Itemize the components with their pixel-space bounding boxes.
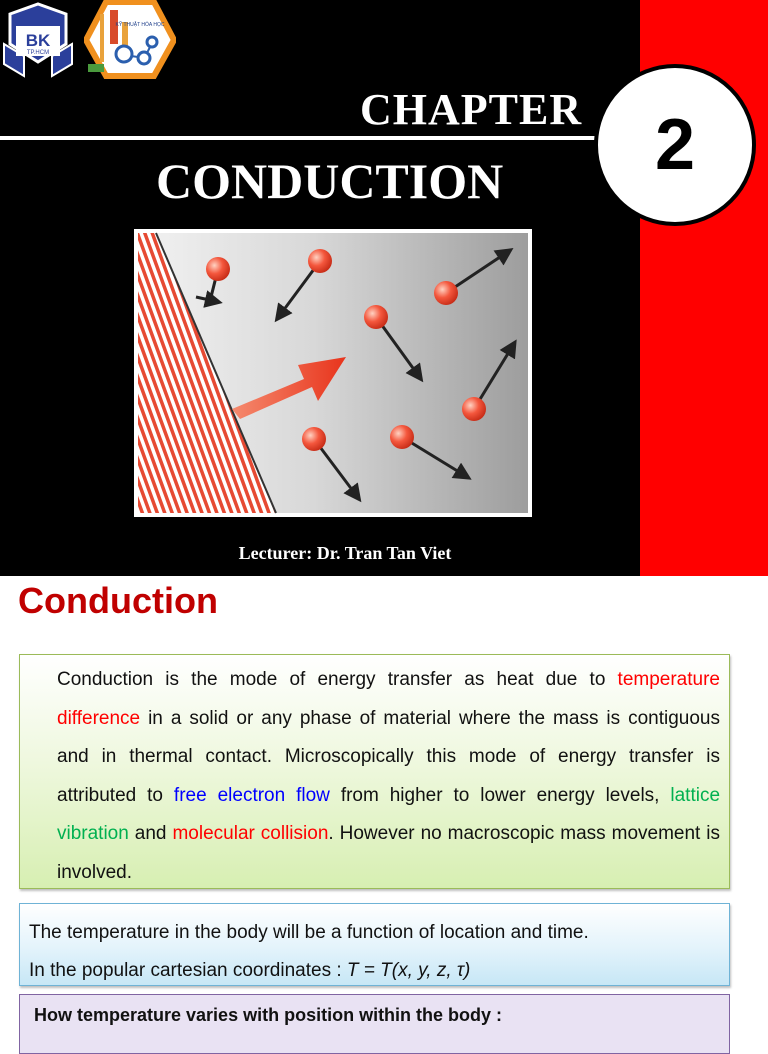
question-text: How temperature varies with position within the body : xyxy=(34,1005,503,1025)
definition-text-part: . However no macroscopic mass movement is involved. xyxy=(57,823,721,883)
term-lattice-vibration: lattice vibration xyxy=(57,784,721,844)
chapter-title: CONDUCTION xyxy=(156,153,504,209)
term-temperature-difference: temperature difference xyxy=(57,669,720,729)
bk-university-logo xyxy=(0,0,84,80)
definition-text-part: from higher to lower energy levels, xyxy=(329,784,671,806)
definition-box xyxy=(19,654,730,889)
coordinates-prefix: In the popular cartesian coordinates : xyxy=(29,960,347,981)
definition-text-part: and xyxy=(128,823,173,844)
chem-logo-text: KỸ THUẬT HÓA HỌC xyxy=(115,22,165,28)
definition-text-part: in a solid or any phase of material where the mass is contiguous and in thermal contact. Microscopically this mode of energy transfer is attributed to xyxy=(57,707,720,806)
chapter-number: 2 xyxy=(654,105,696,185)
temperature-line-2 xyxy=(29,952,720,990)
term-free-electron-flow: free electron flow xyxy=(173,784,330,806)
chemical-engineering-logo xyxy=(84,0,176,80)
definition-paragraph xyxy=(57,661,720,892)
lecturer-name: Lecturer: Dr. Tran Tan Viet xyxy=(238,543,452,563)
chapter-number-circle xyxy=(594,64,756,226)
bk-logo-letters: BK xyxy=(25,31,51,50)
section-heading: Conduction xyxy=(18,580,218,621)
definition-text-part: Conduction is the mode of energy transfer as heat due to xyxy=(57,669,618,690)
conduction-illustration xyxy=(134,229,532,517)
title-divider-line xyxy=(0,136,600,140)
temperature-formula: T = T(x, y, z, τ) xyxy=(346,960,471,981)
question-box xyxy=(19,994,730,1054)
bk-logo-subtext: TP.HCM xyxy=(26,50,50,56)
temperature-function-box xyxy=(19,903,730,986)
temperature-line-1: The temperature in the body will be a function of location and time. xyxy=(29,922,589,943)
chapter-label: CHAPTER xyxy=(360,85,583,134)
term-molecular-collision: molecular collision xyxy=(172,823,329,844)
